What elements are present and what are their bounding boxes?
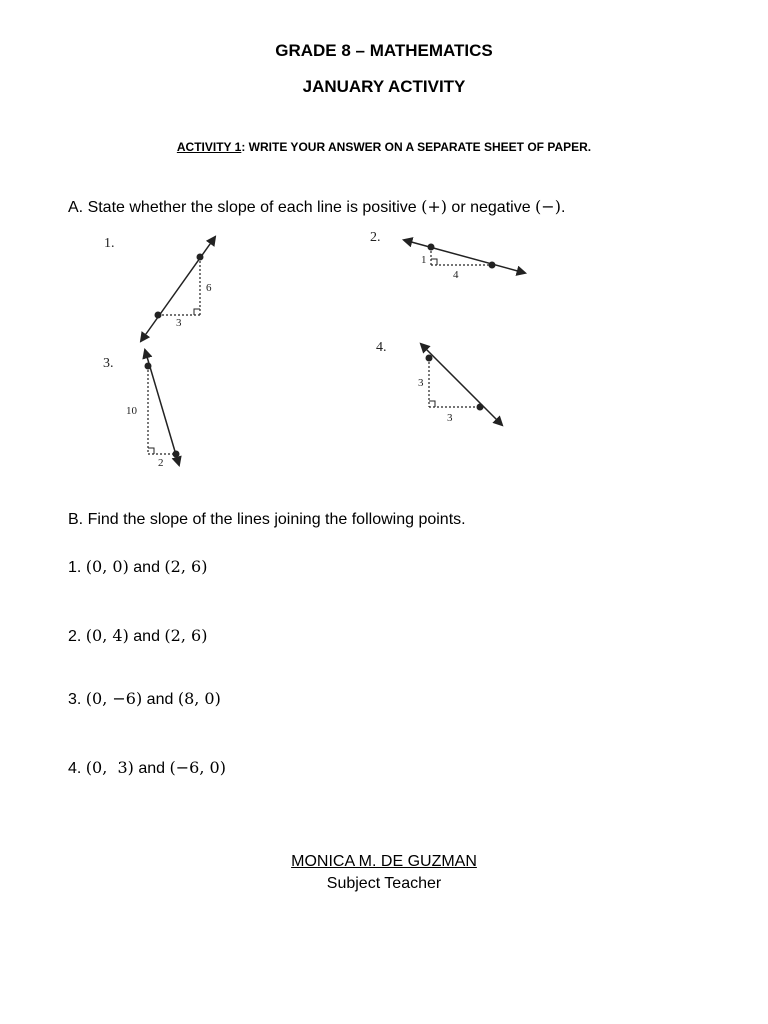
figure-3-index: 3.	[103, 356, 114, 371]
and-word: and	[133, 628, 160, 645]
figure-4-run-label: 3	[447, 412, 453, 424]
point-1: (0, 4)	[85, 626, 129, 645]
part-a-middle: or negative	[446, 199, 536, 216]
part-b-instruction: B. Find the slope of the lines joining the following points.	[68, 511, 466, 528]
part-b-item-1	[68, 557, 207, 577]
figure-1-right-angle	[194, 309, 200, 315]
part-b-item-4	[68, 758, 226, 778]
activity-label: ACTIVITY 1	[176, 140, 242, 154]
figure-1-index: 1.	[104, 236, 115, 251]
figure-3-right-angle	[148, 448, 154, 454]
figure-4	[376, 340, 502, 425]
point-2: (2, 6)	[164, 557, 208, 576]
figure-2-right-angle	[431, 259, 437, 265]
part-a-prefix: A. State whether the slope of each line is positive	[68, 199, 422, 216]
positive-sign: (+)	[421, 197, 447, 216]
and-word: and	[138, 760, 166, 777]
and-word: and	[146, 691, 174, 708]
figure-4-rise-label: 3	[418, 377, 424, 389]
item-number: 1.	[68, 559, 82, 576]
teacher-role: Subject Teacher	[326, 875, 442, 892]
figure-2	[370, 230, 525, 281]
figure-4-index: 4.	[376, 340, 387, 355]
point-1: (0, −6)	[85, 689, 143, 708]
teacher-name	[0, 853, 768, 871]
activity-instruction-text: : WRITE YOUR ANSWER ON A SEPARATE SHEET OF PAPER.	[241, 140, 592, 154]
figure-1-run-label: 3	[176, 317, 182, 329]
point-2: (2, 6)	[164, 626, 208, 645]
part-b-item-3	[68, 689, 221, 709]
item-number: 3.	[68, 691, 82, 708]
figure-3-rise-label: 10	[126, 405, 137, 417]
figure-1	[104, 236, 215, 341]
page-subtitle: JANUARY ACTIVITY	[302, 77, 466, 96]
item-number: 2.	[68, 628, 82, 645]
figure-4-right-angle	[429, 401, 435, 407]
figure-3	[103, 350, 180, 469]
page-title: GRADE 8 – MATHEMATICS	[275, 41, 493, 60]
point-2: (8, 0)	[177, 689, 221, 708]
part-b-item-2	[68, 626, 207, 646]
figure-2-index: 2.	[370, 230, 381, 245]
figure-4-line	[421, 344, 502, 425]
negative-sign: (−)	[535, 197, 561, 216]
part-a-suffix: .	[560, 199, 566, 216]
teacher-name-text: MONICA M. DE GUZMAN	[291, 853, 477, 870]
point-2: (−6, 0)	[169, 758, 226, 777]
figure-3-run-label: 2	[158, 457, 164, 469]
and-word: and	[133, 559, 160, 576]
item-number: 4.	[68, 760, 82, 777]
figure-1-rise-label: 6	[206, 282, 212, 294]
point-1: (0, 0)	[85, 557, 129, 576]
point-1: (0, 3)	[85, 758, 134, 777]
figure-2-rise-label: 1	[421, 254, 427, 266]
figure-2-run-label: 4	[453, 269, 459, 281]
